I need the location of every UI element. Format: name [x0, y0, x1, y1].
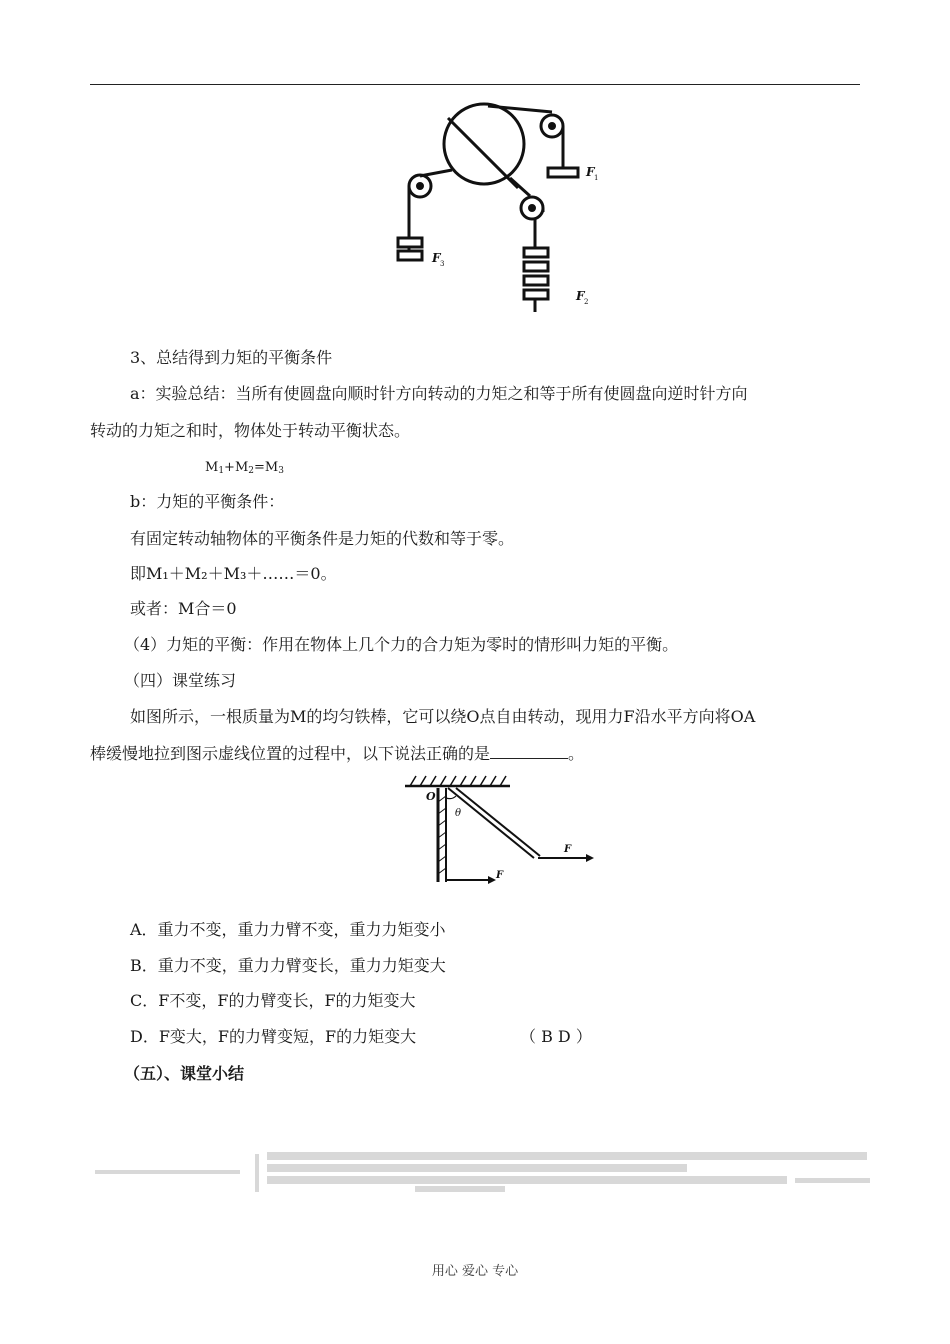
weight-f2-4: [524, 290, 548, 299]
section3-b-heading: b：力矩的平衡条件：: [130, 492, 285, 511]
label-o: O: [426, 790, 436, 803]
label-f-right: F: [564, 844, 572, 855]
weight-f3-1: [398, 238, 422, 247]
torque-formula: $M_1+M_2=M_3$: [205, 460, 284, 476]
page-footer: 用心 爱心 专心: [431, 1264, 519, 1279]
weight-f2-3: [524, 276, 548, 285]
disc-diameter: [448, 118, 518, 188]
question-line2: 棒缓慢地拉到图示虚线位置的过程中，以下说法正确的是 。: [90, 744, 585, 763]
faded-watermark-band: [95, 1148, 875, 1198]
weight-f3-2: [398, 251, 422, 260]
rod-figure: [400, 772, 600, 887]
option-d: D．F变大，F的力臂变短，F的力矩变大: [130, 1027, 417, 1046]
section3-heading: 3、总结得到力矩的平衡条件: [130, 348, 333, 367]
practice-heading: （四）课堂练习: [124, 671, 237, 690]
label-f1: F: [586, 165, 595, 179]
section3-b-line3: 或者：M合＝0: [130, 599, 237, 618]
option-b: B．重力不变，重力力臂变长，重力力矩变大: [130, 956, 446, 975]
option-c: C．F不变，F的力臂变长，F的力矩变大: [130, 991, 416, 1010]
label-f3: F: [432, 251, 441, 265]
weight-f2-2: [524, 262, 548, 271]
torque-disc-figure: [390, 100, 620, 320]
option-a: A．重力不变，重力力臂不变，重力力矩变小: [130, 920, 446, 939]
section3-b-line2: 即M₁＋M₂＋M₃＋……＝0。: [130, 564, 337, 583]
label-f1-sub: 1: [594, 174, 599, 182]
label-f-bottom: F: [496, 870, 504, 881]
item4-text: （4）力矩的平衡：作用在物体上几个力的合力矩为零时的情形叫力矩的平衡。: [124, 635, 679, 654]
weight-f1: [548, 168, 578, 177]
section3-a-line2: 转动的力矩之和时，物体处于转动平衡状态。: [90, 421, 411, 440]
weight-f2-1: [524, 248, 548, 257]
answer-text: （ B D ）: [520, 1027, 592, 1046]
label-f2: F: [576, 289, 585, 303]
summary-heading: （五）、课堂小结: [124, 1064, 245, 1083]
section3-b-line1: 有固定转动轴物体的平衡条件是力矩的代数和等于零。: [130, 529, 515, 548]
question-line1: 如图所示，一根质量为M的均匀铁棒，它可以绕O点自由转动，现用力F沿水平方向将OA: [130, 707, 756, 726]
label-f2-sub: 2: [584, 298, 589, 306]
label-f3-sub: 3: [440, 260, 445, 268]
label-theta: θ: [455, 808, 462, 819]
answer-blank: [490, 744, 568, 759]
disc: [444, 104, 524, 184]
section3-a-line1: a：实验总结：当所有使圆盘向顺时针方向转动的力矩之和等于所有使圆盘向逆时针方向: [130, 384, 748, 403]
header-rule: [90, 84, 860, 85]
